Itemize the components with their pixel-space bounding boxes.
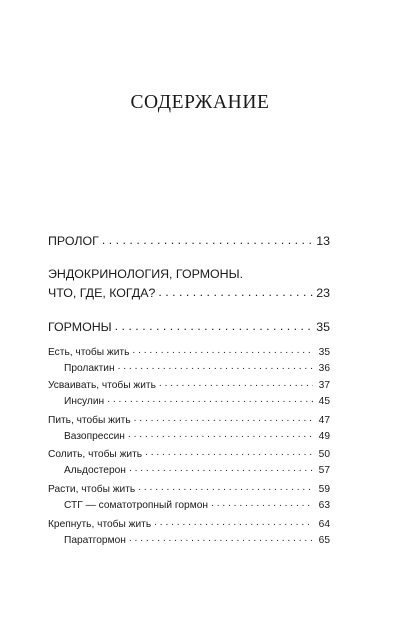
toc-entry-label: Есть, чтобы жить	[48, 347, 130, 359]
toc-entry-endocrinology[interactable]	[48, 285, 330, 300]
toc-subentry[interactable]	[64, 498, 330, 511]
dot-leader	[115, 319, 313, 331]
toc-entry-label: ПРОЛОГ	[48, 234, 99, 249]
toc-entry-label-line1: ЭНДОКРИНОЛОГИЯ, ГОРМОНЫ.	[48, 267, 244, 281]
toc-entry-label: Пить, чтобы жить	[48, 415, 131, 427]
toc-page-number: 13	[316, 234, 330, 249]
dot-leader	[132, 345, 313, 355]
toc-page-number: 50	[318, 449, 330, 461]
dot-leader	[128, 429, 313, 439]
dot-leader	[154, 517, 313, 527]
toc-page-number: 57	[318, 465, 330, 477]
toc-entry-prolog[interactable]	[48, 233, 330, 248]
toc-entry-label: Альдостерон	[64, 465, 126, 477]
dot-leader	[102, 233, 313, 245]
toc-page-number: 45	[318, 396, 330, 408]
toc-entry-gormony[interactable]	[48, 319, 330, 334]
dot-leader	[211, 498, 313, 508]
toc-page-number: 35	[316, 320, 330, 335]
toc-entry-label: Крепнуть, чтобы жить	[48, 519, 152, 531]
toc-subentry[interactable]	[64, 533, 330, 546]
toc-page-number: 64	[318, 519, 330, 531]
toc-entry-label: Паратгормон	[64, 535, 126, 547]
toc-page-number: 35	[318, 347, 330, 359]
toc-entry-label: Пролактин	[64, 363, 115, 375]
toc-entry[interactable]	[48, 378, 330, 391]
dot-leader	[138, 482, 313, 492]
toc-page-number: 36	[318, 363, 330, 375]
toc-entry[interactable]	[48, 517, 330, 530]
toc-entry-label: ГОРМОНЫ	[48, 320, 112, 335]
toc-page-number: 59	[318, 484, 330, 496]
toc-subentry[interactable]	[64, 463, 330, 476]
toc-page-number: 37	[318, 380, 330, 392]
dot-leader	[159, 378, 313, 388]
toc-page-number: 65	[318, 535, 330, 547]
dot-leader	[158, 285, 313, 297]
toc-page-number: 49	[318, 431, 330, 443]
dot-leader	[145, 447, 313, 457]
toc-entry-label: Вазопрессин	[64, 431, 125, 443]
toc-entry-label: Усваивать, чтобы жить	[48, 380, 156, 392]
dot-leader	[134, 413, 313, 423]
toc-entry[interactable]	[48, 413, 330, 426]
dot-leader	[118, 361, 313, 371]
toc-page-number: 23	[316, 286, 330, 301]
toc-entry-label: Инсулин	[64, 396, 105, 408]
toc-entry[interactable]	[48, 482, 330, 495]
toc-entry-label: Солить, чтобы жить	[48, 449, 143, 461]
toc-entry-label: СТГ — соматотропный гормон	[64, 500, 209, 512]
toc-subentry[interactable]	[64, 394, 330, 407]
dot-leader	[107, 394, 313, 404]
toc-entry[interactable]	[48, 345, 330, 358]
toc-page-number: 47	[318, 415, 330, 427]
toc-subentry[interactable]	[64, 361, 330, 374]
dot-leader	[129, 533, 313, 543]
dot-leader	[129, 463, 313, 473]
toc-subentry[interactable]	[64, 429, 330, 442]
toc-entry-label: Расти, чтобы жить	[48, 484, 136, 496]
page-title: СОДЕРЖАНИЕ	[130, 92, 270, 113]
toc-page-number: 63	[318, 500, 330, 512]
toc-entry[interactable]	[48, 447, 330, 460]
toc-entry-label: ЧТО, ГДЕ, КОГДА?	[48, 286, 156, 301]
